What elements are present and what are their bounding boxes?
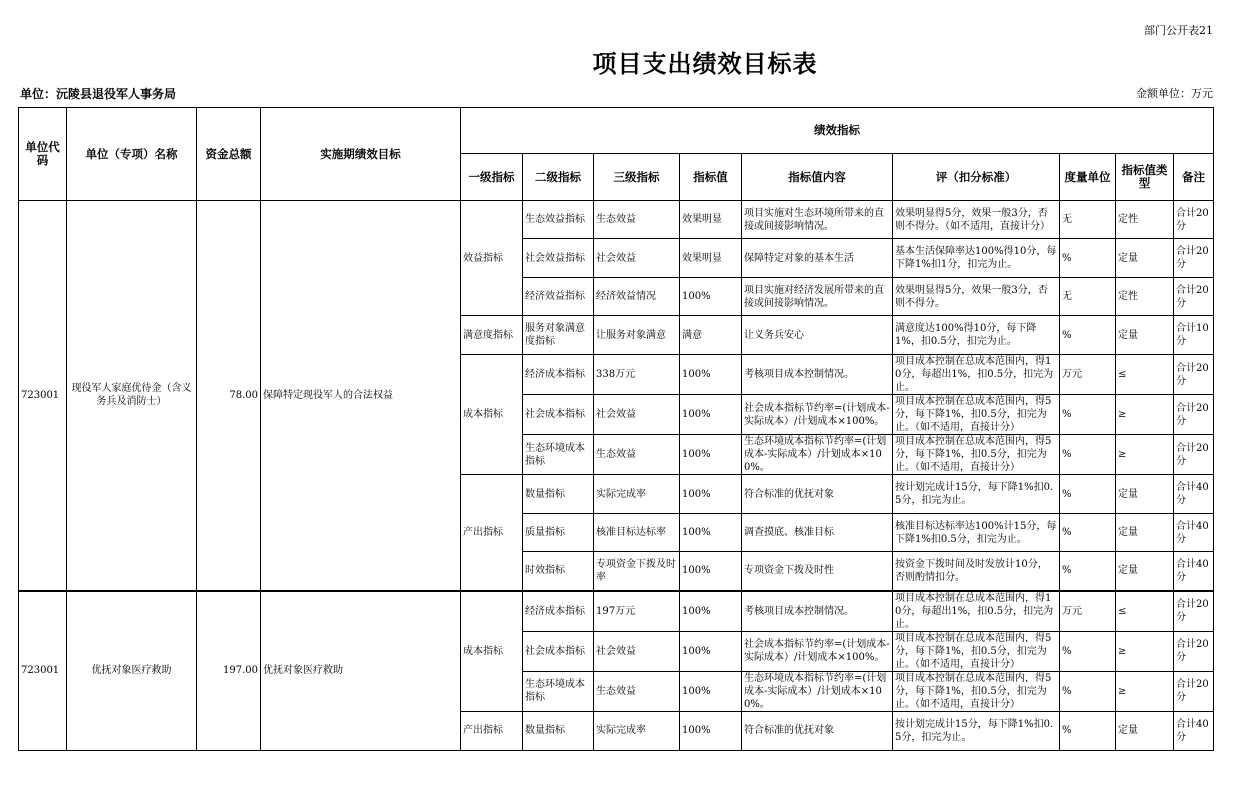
indicator-value-text: 效果明显 bbox=[682, 214, 722, 225]
indicator-type-text: 定量 bbox=[1118, 565, 1138, 577]
indicator-value bbox=[680, 278, 742, 316]
indicator-remark-text: 合计20分 bbox=[1176, 362, 1209, 387]
indicator-scoring-text: 项目成本控制在总成本范围内，得5分，每下降1%，扣0.5分，扣完为止。（如不适用，直接计分） bbox=[895, 396, 1052, 433]
indicator-level3-text: 实际完成率 bbox=[596, 488, 646, 500]
project-goal bbox=[261, 201, 461, 591]
indicator-level3 bbox=[594, 475, 680, 514]
indicator-unit-text: % bbox=[1062, 527, 1072, 538]
indicator-value bbox=[680, 355, 742, 395]
indicator-value-text: 100% bbox=[682, 725, 711, 736]
indicator-content-text: 考核项目成本控制情况。 bbox=[744, 369, 854, 380]
col-content: 指标值内容 bbox=[742, 154, 893, 201]
indicator-level2-text: 时效指标 bbox=[525, 565, 565, 577]
performance-table bbox=[18, 107, 1214, 751]
project-name bbox=[67, 201, 197, 591]
indicator-unit-text: % bbox=[1062, 252, 1072, 264]
indicator-level1 bbox=[461, 711, 523, 750]
indicator-level2 bbox=[523, 552, 594, 591]
project-goal-text: 优抚对象医疗救助 bbox=[263, 665, 343, 676]
indicator-content bbox=[742, 239, 893, 278]
indicator-type-text: 定性 bbox=[1118, 291, 1138, 302]
indicator-level2 bbox=[523, 631, 594, 671]
indicator-type-text: 定量 bbox=[1118, 527, 1138, 538]
indicator-level2 bbox=[523, 671, 594, 711]
indicator-level3 bbox=[594, 435, 680, 475]
indicator-content bbox=[742, 552, 893, 591]
money-unit-label: 金额单位：万元 bbox=[1136, 87, 1213, 100]
indicator-remark bbox=[1174, 514, 1214, 552]
indicator-remark-text: 合计20分 bbox=[1176, 207, 1209, 232]
indicator-scoring bbox=[893, 475, 1060, 514]
indicator-remark-text: 合计20分 bbox=[1176, 402, 1209, 427]
indicator-level2 bbox=[523, 201, 594, 239]
indicator-scoring bbox=[893, 671, 1060, 711]
indicator-unit bbox=[1060, 435, 1116, 475]
unit-label: 单位：沅陵县退役军人事务局 bbox=[20, 87, 177, 101]
indicator-content bbox=[742, 475, 893, 514]
indicator-scoring-text: 按计划完成计15分，每下降1%扣0.5分，扣完为止。 bbox=[895, 482, 1054, 506]
indicator-level3-text: 338万元 bbox=[596, 369, 636, 380]
indicator-scoring-text: 按资金下拨时间及时发放计10分，否则酌情扣分。 bbox=[895, 558, 1048, 583]
indicator-level3-text: 核准目标达标率 bbox=[596, 527, 666, 538]
indicator-remark bbox=[1174, 201, 1214, 239]
indicator-value bbox=[680, 395, 742, 435]
indicator-remark bbox=[1174, 631, 1214, 671]
indicator-scoring bbox=[893, 395, 1060, 435]
indicator-value bbox=[680, 475, 742, 514]
indicator-remark-text: 合计40分 bbox=[1176, 558, 1209, 583]
project-amount-text: 197.00 bbox=[223, 665, 258, 676]
indicator-scoring bbox=[893, 239, 1060, 278]
indicator-level1-text: 效益指标 bbox=[463, 252, 503, 264]
indicator-content-text: 生态环境成本指标节约率=(计划成本-实际成本）/计划成本×100%。 bbox=[744, 672, 887, 710]
indicator-scoring bbox=[893, 591, 1060, 632]
indicator-value-text: 100% bbox=[682, 369, 711, 380]
indicator-content-text: 让义务兵安心 bbox=[744, 329, 804, 341]
indicator-scoring-text: 效果明显得5分，效果一般3分，否则不得分。 bbox=[895, 284, 1048, 309]
indicator-type bbox=[1116, 395, 1174, 435]
indicator-scoring-text: 项目成本控制在总成本范围内，得5分，每下降1%，扣0.5分，扣完为止。（如不适用，直接计分） bbox=[895, 436, 1052, 473]
table-row bbox=[19, 591, 1214, 632]
indicator-level2 bbox=[523, 435, 594, 475]
indicator-remark-text: 合计10分 bbox=[1176, 323, 1209, 347]
indicator-unit bbox=[1060, 631, 1116, 671]
indicator-level2-text: 服务对象满意度指标 bbox=[525, 323, 585, 347]
indicator-unit bbox=[1060, 239, 1116, 278]
indicator-level1 bbox=[461, 591, 523, 712]
page-title: 项目支出绩效目标表 bbox=[592, 50, 818, 78]
indicator-level2 bbox=[523, 239, 594, 278]
indicator-level1 bbox=[461, 201, 523, 316]
indicator-value-text: 100% bbox=[682, 409, 711, 420]
indicator-level3 bbox=[594, 591, 680, 632]
indicator-unit-text: % bbox=[1062, 645, 1072, 657]
indicator-level2 bbox=[523, 316, 594, 355]
indicator-level3 bbox=[594, 552, 680, 591]
indicator-type bbox=[1116, 631, 1174, 671]
project-code-text: 723001 bbox=[21, 389, 60, 401]
indicator-type bbox=[1116, 552, 1174, 591]
indicator-type-text: ≥ bbox=[1118, 685, 1127, 697]
indicator-content-text: 项目实施对生态环境所带来的直接或间接影响情况。 bbox=[744, 207, 884, 232]
project-name-text: 优抚对象医疗救助 bbox=[91, 665, 172, 676]
indicator-type-text: ≤ bbox=[1118, 605, 1127, 617]
indicator-value-text: 100% bbox=[682, 527, 711, 538]
indicator-level3 bbox=[594, 631, 680, 671]
indicator-value bbox=[680, 239, 742, 278]
project-amount bbox=[197, 591, 261, 751]
indicator-type-text: ≤ bbox=[1118, 369, 1127, 380]
indicator-level3 bbox=[594, 316, 680, 355]
indicator-level2-text: 生态效益指标 bbox=[525, 214, 585, 225]
indicator-unit bbox=[1060, 514, 1116, 552]
table-row bbox=[19, 201, 1214, 239]
indicator-level3-text: 197万元 bbox=[596, 605, 636, 617]
indicator-type bbox=[1116, 239, 1174, 278]
indicator-remark bbox=[1174, 591, 1214, 632]
col-level3: 三级指标 bbox=[594, 154, 680, 201]
indicator-content-text: 社会成本指标节约率=(计划成本-实际成本）/计划成本×100%。 bbox=[744, 402, 890, 427]
indicator-unit-text: % bbox=[1062, 488, 1072, 500]
col-level1: 一级指标 bbox=[461, 154, 523, 201]
indicator-scoring bbox=[893, 201, 1060, 239]
indicator-scoring-text: 项目成本控制在总成本范围内，得10分，每超出1%，扣0.5分，扣完为止。 bbox=[895, 592, 1054, 630]
indicator-level3 bbox=[594, 514, 680, 552]
indicator-level2-text: 数量指标 bbox=[525, 725, 565, 736]
indicator-value bbox=[680, 514, 742, 552]
indicator-scoring bbox=[893, 514, 1060, 552]
indicator-level1-text: 满意度指标 bbox=[463, 329, 513, 341]
indicator-remark-text: 合计20分 bbox=[1176, 246, 1209, 270]
indicator-remark-text: 合计20分 bbox=[1176, 599, 1209, 623]
indicator-value bbox=[680, 316, 742, 355]
indicator-value-text: 100% bbox=[682, 565, 711, 577]
indicator-type bbox=[1116, 711, 1174, 750]
indicator-remark-text: 合计40分 bbox=[1176, 482, 1209, 506]
indicator-unit bbox=[1060, 316, 1116, 355]
indicator-type-text: 定量 bbox=[1118, 725, 1138, 736]
indicator-content-text: 生态环境成本指标节约率=(计划成本-实际成本）/计划成本×100%。 bbox=[744, 436, 887, 473]
indicator-scoring-text: 项目成本控制在总成本范围内，得5分，每下降1%，扣0.5分，扣完为止。（如不适用，直接计分） bbox=[895, 632, 1052, 670]
indicator-unit-text: 万元 bbox=[1062, 369, 1082, 380]
indicator-type-text: 定性 bbox=[1118, 214, 1138, 225]
indicator-type bbox=[1116, 475, 1174, 514]
indicator-level3 bbox=[594, 671, 680, 711]
indicator-unit bbox=[1060, 355, 1116, 395]
indicator-content-text: 社会成本指标节约率=(计划成本-实际成本）/计划成本×100%。 bbox=[744, 639, 890, 663]
indicator-remark-text: 合计20分 bbox=[1176, 284, 1209, 309]
indicator-type bbox=[1116, 671, 1174, 711]
indicator-scoring bbox=[893, 435, 1060, 475]
indicator-level2-text: 社会效益指标 bbox=[525, 252, 585, 264]
indicator-level2 bbox=[523, 355, 594, 395]
indicator-level1 bbox=[461, 316, 523, 355]
indicator-level3-text: 社会效益 bbox=[596, 409, 636, 420]
col-unit-code: 单位代码 bbox=[19, 108, 67, 201]
indicator-level1-text: 成本指标 bbox=[463, 409, 503, 420]
indicator-level2 bbox=[523, 475, 594, 514]
indicator-content bbox=[742, 631, 893, 671]
indicator-remark bbox=[1174, 278, 1214, 316]
indicator-remark bbox=[1174, 395, 1214, 435]
indicator-level3 bbox=[594, 239, 680, 278]
indicator-unit bbox=[1060, 552, 1116, 591]
indicator-unit bbox=[1060, 201, 1116, 239]
indicator-remark bbox=[1174, 671, 1214, 711]
indicator-level2 bbox=[523, 514, 594, 552]
indicator-level2 bbox=[523, 591, 594, 632]
indicator-type bbox=[1116, 514, 1174, 552]
col-value: 指标值 bbox=[680, 154, 742, 201]
indicator-level3 bbox=[594, 355, 680, 395]
indicator-content bbox=[742, 514, 893, 552]
indicator-type-text: 定量 bbox=[1118, 252, 1138, 264]
indicator-remark bbox=[1174, 316, 1214, 355]
indicator-level3-text: 专项资金下拨及时率 bbox=[596, 558, 676, 583]
indicator-content-text: 保障特定对象的基本生活 bbox=[744, 252, 854, 264]
indicator-scoring-text: 核准目标达标率达100%计15分，每下降1%扣0.5分，扣完为止。 bbox=[895, 520, 1057, 545]
indicator-unit-text: 万元 bbox=[1062, 605, 1082, 617]
indicator-level2 bbox=[523, 395, 594, 435]
indicator-content-text: 项目实施对经济发展所带来的直接或间接影响情况。 bbox=[744, 284, 884, 309]
indicator-type-text: ≥ bbox=[1118, 409, 1127, 420]
indicator-type bbox=[1116, 591, 1174, 632]
indicator-level2-text: 经济成本指标 bbox=[525, 369, 585, 380]
indicator-level3 bbox=[594, 395, 680, 435]
indicator-unit bbox=[1060, 671, 1116, 711]
indicator-unit bbox=[1060, 711, 1116, 750]
indicator-level3-text: 生态效益 bbox=[596, 449, 636, 460]
indicator-type bbox=[1116, 316, 1174, 355]
indicator-level2-text: 社会成本指标 bbox=[525, 409, 585, 420]
indicator-content-text: 专项资金下拨及时性 bbox=[744, 565, 834, 577]
project-code bbox=[19, 591, 67, 751]
col-total-funds: 资金总额 bbox=[197, 108, 261, 201]
indicator-remark bbox=[1174, 552, 1214, 591]
indicator-scoring bbox=[893, 552, 1060, 591]
table-number-label: 部门公开表21 bbox=[1144, 24, 1213, 37]
indicator-type-text: ≥ bbox=[1118, 645, 1127, 657]
indicator-content-text: 考核项目成本控制情况。 bbox=[744, 605, 854, 617]
indicator-type bbox=[1116, 435, 1174, 475]
indicator-level3 bbox=[594, 278, 680, 316]
indicator-remark-text: 合计40分 bbox=[1176, 718, 1209, 743]
indicator-type-text: ≥ bbox=[1118, 449, 1127, 460]
col-remark: 备注 bbox=[1174, 154, 1214, 201]
project-goal-text: 保障特定现役军人的合法权益 bbox=[263, 389, 393, 401]
indicator-value bbox=[680, 552, 742, 591]
indicator-unit-text: % bbox=[1062, 685, 1072, 697]
project-amount bbox=[197, 201, 261, 591]
indicator-scoring bbox=[893, 355, 1060, 395]
indicator-value bbox=[680, 591, 742, 632]
indicator-unit bbox=[1060, 591, 1116, 632]
indicator-level2-text: 社会成本指标 bbox=[525, 645, 585, 657]
indicator-scoring-text: 满意度达100%得10分，每下降1%，扣0.5分，扣完为止。 bbox=[895, 323, 1037, 347]
col-goal: 实施期绩效目标 bbox=[261, 108, 461, 201]
indicator-content bbox=[742, 201, 893, 239]
indicator-unit bbox=[1060, 475, 1116, 514]
indicator-content-text: 符合标准的优抚对象 bbox=[744, 488, 834, 500]
indicator-type bbox=[1116, 278, 1174, 316]
indicator-remark bbox=[1174, 355, 1214, 395]
indicator-unit-text: % bbox=[1062, 565, 1072, 577]
indicator-remark bbox=[1174, 711, 1214, 750]
indicator-type bbox=[1116, 355, 1174, 395]
indicator-content bbox=[742, 671, 893, 711]
indicator-remark-text: 合计40分 bbox=[1176, 520, 1209, 545]
indicator-scoring-text: 项目成本控制在总成本范围内，得10分，每超出1%，扣0.5分，扣完为止。 bbox=[895, 356, 1054, 393]
indicator-level1-text: 产出指标 bbox=[463, 725, 503, 736]
indicator-content-text: 调查摸底、核准目标 bbox=[744, 527, 834, 538]
indicator-content bbox=[742, 278, 893, 316]
indicator-content bbox=[742, 395, 893, 435]
project-code-text: 723001 bbox=[21, 665, 60, 676]
project-name bbox=[67, 591, 197, 751]
indicator-scoring-text: 效果明显得5分，效果一般3分，否则不得分。（如不适用，直接计分） bbox=[895, 207, 1050, 232]
indicator-value bbox=[680, 201, 742, 239]
indicator-type-text: 定量 bbox=[1118, 488, 1138, 500]
header-row-1 bbox=[19, 108, 1214, 154]
indicator-value-text: 100% bbox=[682, 449, 711, 460]
indicator-level2-text: 数量指标 bbox=[525, 488, 565, 500]
indicator-content bbox=[742, 316, 893, 355]
indicator-value bbox=[680, 631, 742, 671]
indicator-level2 bbox=[523, 278, 594, 316]
indicator-type-text: 定量 bbox=[1118, 329, 1138, 341]
indicator-unit-text: % bbox=[1062, 725, 1072, 736]
indicator-level3 bbox=[594, 201, 680, 239]
col-indicators: 绩效指标 bbox=[461, 108, 1214, 154]
indicator-level3-text: 实际完成率 bbox=[596, 725, 646, 736]
project-code bbox=[19, 201, 67, 591]
indicator-remark bbox=[1174, 239, 1214, 278]
col-unit-name: 单位（专项）名称 bbox=[67, 108, 197, 201]
indicator-scoring bbox=[893, 278, 1060, 316]
indicator-level1 bbox=[461, 475, 523, 591]
indicator-level3-text: 生态效益 bbox=[596, 214, 636, 225]
indicator-value bbox=[680, 671, 742, 711]
indicator-scoring-text: 基本生活保障率达100%得10分，每下降1%扣1分，扣完为止。 bbox=[895, 246, 1057, 270]
indicator-content bbox=[742, 355, 893, 395]
indicator-unit-text: % bbox=[1062, 449, 1072, 460]
indicator-unit-text: 无 bbox=[1062, 214, 1072, 225]
indicator-scoring bbox=[893, 631, 1060, 671]
indicator-level1-text: 产出指标 bbox=[463, 526, 503, 538]
indicator-unit-text: % bbox=[1062, 409, 1072, 420]
indicator-level3-text: 生态效益 bbox=[596, 685, 636, 697]
col-value-type: 指标值类型 bbox=[1116, 154, 1174, 201]
indicator-level2 bbox=[523, 711, 594, 750]
indicator-unit bbox=[1060, 395, 1116, 435]
indicator-level3-text: 社会效益 bbox=[596, 645, 636, 657]
indicator-remark bbox=[1174, 475, 1214, 514]
indicator-content-text: 符合标准的优抚对象 bbox=[744, 725, 834, 736]
indicator-value-text: 100% bbox=[682, 645, 711, 657]
indicator-level1-text: 成本指标 bbox=[463, 645, 503, 657]
project-goal bbox=[261, 591, 461, 751]
indicator-value-text: 100% bbox=[682, 685, 711, 697]
indicator-level3 bbox=[594, 711, 680, 750]
indicator-scoring-text: 按计划完成计15分，每下降1%扣0.5分，扣完为止。 bbox=[895, 718, 1054, 743]
indicator-level1 bbox=[461, 355, 523, 475]
indicator-value bbox=[680, 711, 742, 750]
indicator-scoring-text: 项目成本控制在总成本范围内，得5分，每下降1%，扣0.5分，扣完为止。（如不适用，直接计分） bbox=[895, 672, 1052, 710]
col-scoring: 评（扣分标准） bbox=[893, 154, 1060, 201]
indicator-remark bbox=[1174, 435, 1214, 475]
indicator-remark-text: 合计20分 bbox=[1176, 442, 1209, 467]
indicator-level3-text: 经济效益情况 bbox=[596, 291, 656, 302]
indicator-remark-text: 合计20分 bbox=[1176, 639, 1209, 663]
indicator-level3-text: 让服务对象满意 bbox=[596, 329, 666, 341]
indicator-type bbox=[1116, 201, 1174, 239]
indicator-value-text: 满意 bbox=[682, 329, 702, 341]
indicator-scoring bbox=[893, 711, 1060, 750]
indicator-remark-text: 合计20分 bbox=[1176, 679, 1209, 703]
indicator-value bbox=[680, 435, 742, 475]
indicator-value-text: 100% bbox=[682, 488, 711, 500]
project-amount-text: 78.00 bbox=[229, 389, 258, 401]
indicator-unit-text: % bbox=[1062, 329, 1072, 341]
indicator-level2-text: 生态环境成本指标 bbox=[525, 442, 585, 467]
indicator-level2-text: 经济成本指标 bbox=[525, 605, 585, 617]
indicator-value-text: 效果明显 bbox=[682, 252, 722, 264]
indicator-level2-text: 经济效益指标 bbox=[525, 291, 585, 302]
indicator-value-text: 100% bbox=[682, 291, 711, 302]
col-level2: 二级指标 bbox=[523, 154, 594, 201]
indicator-scoring bbox=[893, 316, 1060, 355]
col-measure-unit: 度量单位 bbox=[1060, 154, 1116, 201]
indicator-unit bbox=[1060, 278, 1116, 316]
indicator-content bbox=[742, 435, 893, 475]
indicator-level3-text: 社会效益 bbox=[596, 252, 636, 264]
project-name-text: 现役军人家庭优待金（含义务兵及消防士） bbox=[71, 383, 192, 408]
indicator-content bbox=[742, 711, 893, 750]
indicator-level2-text: 生态环境成本指标 bbox=[525, 679, 585, 703]
indicator-unit-text: 无 bbox=[1062, 291, 1072, 302]
indicator-value-text: 100% bbox=[682, 605, 711, 617]
indicator-content bbox=[742, 591, 893, 632]
indicator-level2-text: 质量指标 bbox=[525, 527, 565, 538]
